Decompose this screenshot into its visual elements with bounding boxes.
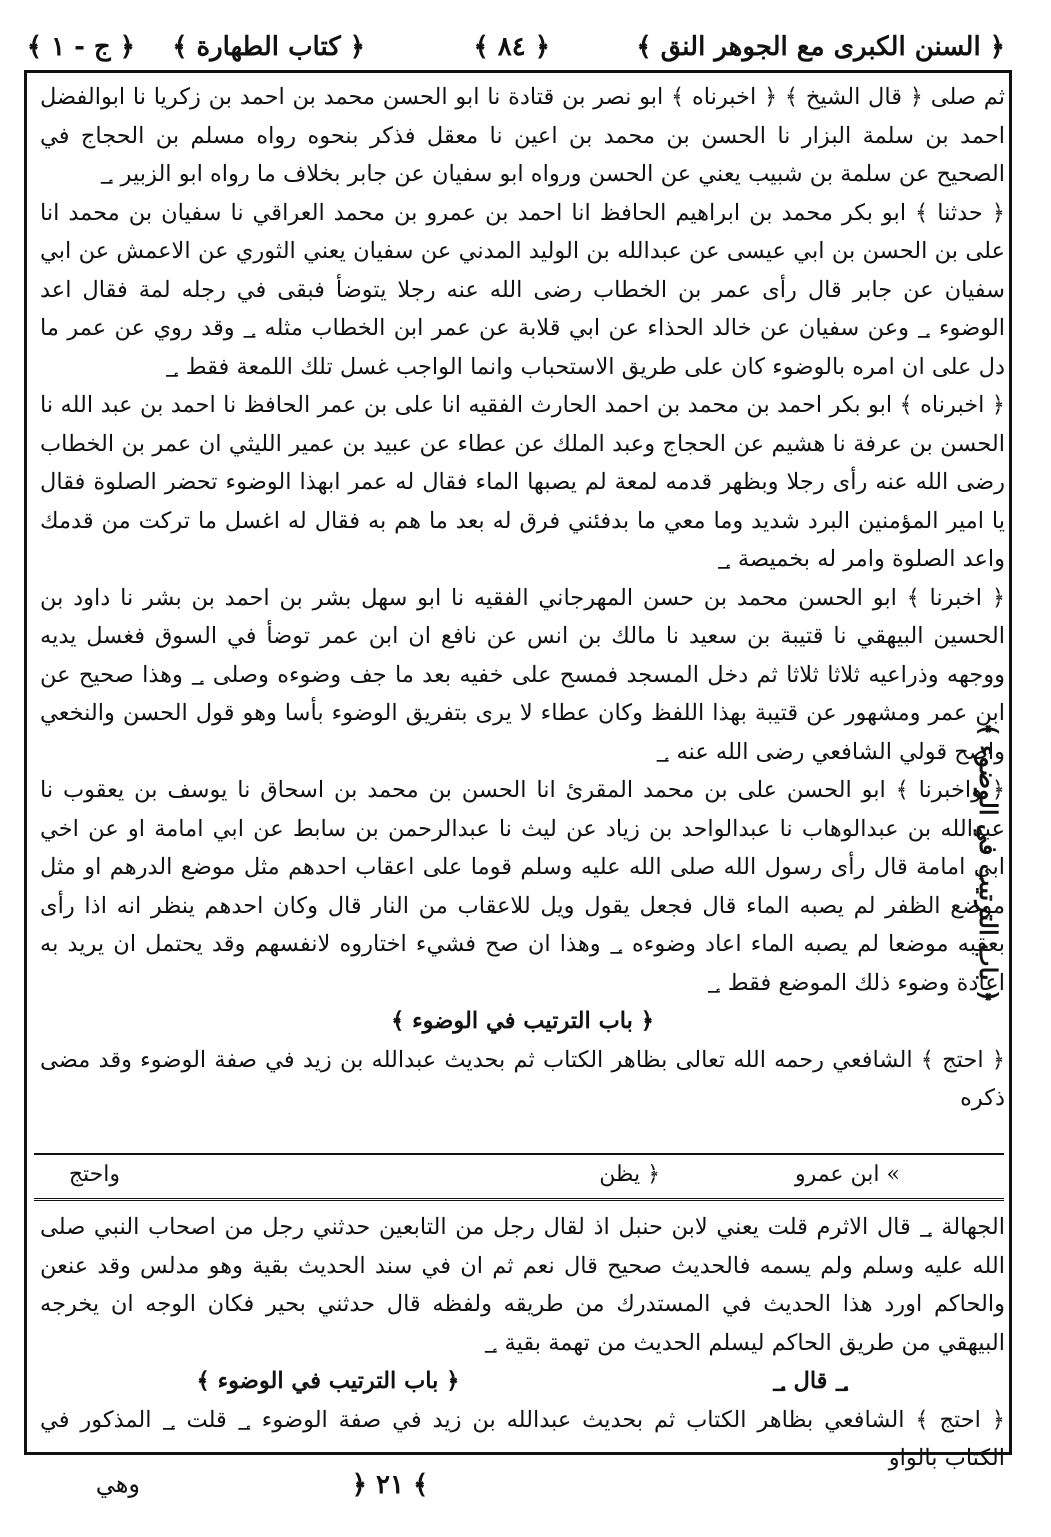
- main-text: [40, 78, 1005, 1143]
- divider: [34, 1153, 1004, 1155]
- catchword: وهي: [95, 1470, 140, 1498]
- divider-double: [34, 1198, 1004, 1201]
- book-title: ﴿ السنن الكبرى مع الجوهر النق ﴾: [636, 32, 1005, 62]
- running-header: [26, 28, 1005, 68]
- note: ﴿ يظن: [599, 1162, 660, 1187]
- commentary-last-line: ﴿ احتج ﴾ الشافعي بظاهر الكتاب ثم بحديث عبدالله بن زيد في صفة الوضوء ؀ قلت ؀ المذكور في الكتاب بالواو: [40, 1406, 1005, 1471]
- closing-line: ﴿ احتج ﴾ الشافعي رحمه الله تعالى بظاهر الكتاب ثم بحديث عبدالله بن زيد في صفة الوضوء وقد مضى ذكره: [40, 1046, 1005, 1111]
- footer-page-number: ﴿ ٢١ ﴾: [351, 1470, 429, 1500]
- paragraph: ﴿ اخبرنا ﴾ ابو الحسن محمد بن حسن المهرجاني الفقيه نا ابو سهل بشر بن احمد بن بشر نا داود بن الحسين البيهقي نا قتيبة بن سعيد نا مالك بن انس عن نافع ان ابن عمر توضأ في السوق فغسل يديه ووجهه وذراعيه ثلاثا ثلاثا ثم دخل المسجد فمسح على خفيه بعد ما جف وضوءه وصلى ؀ وهذا صحيح عن ابن عمر ومشهور عن قتيبة بهذا اللفظ وكان عطاء لا يرى بتفريق الوضوء بأسا وهو قول الحسن والنخعي واصح قولي الشافعي رضى الله عنه ؀: [40, 584, 1005, 765]
- volume-number: ﴿ ج - ١ ﴾: [26, 32, 135, 62]
- paragraph: ثم صلى ﴿ قال الشيخ ﴾ ﴿ اخبرناه ﴾ ابو نصر بن قتادة نا ابو الحسن محمد بن احمد بن زكريا نا ابوالفضل احمد بن سلمة البزار نا الحسن بن محمد بن اعين نا معقل فذكر بنحوه رواه مسلم بن الحجاج في الصحيح عن سلمة بن شبيب يعني عن الحسن ورواه ابو سفيان عن جابر بخلاف ما رواه ابو الزبير ؀: [40, 84, 1005, 187]
- paragraph: ﴿ واخبرنا ﴾ ابو الحسن على بن محمد المقرئ انا الحسن بن محمد بن اسحاق نا يوسف بن يعقوب نا عبدالله بن عبدالوهاب نا عبدالواحد بن زياد عن ليث نا عبدالرحمن بن سابط عن ابي امامة او عن اخي ابي امامة قال رأى رسول الله صلى الله عليه وسلم قوما على اعقاب احدهم مثل موضع الدرهم او مثل موضع الظفر لم يصبه الماء قال فجعل يقول ويل للاعقاب من النار قال وكان احدهم ينظر انه اذا رأى بعقبه موضعا لم يصبه الماء اعاد وضوءه ؀ وهذا ان صح فشيء اختاروه لانفسهم وقد يحتمل ان يريد به اعادة وضوء ذلك الموضع فقط ؀: [40, 777, 1005, 996]
- note: واحتج: [68, 1162, 120, 1187]
- paragraph: ﴿ حدثنا ﴾ ابو بكر محمد بن ابراهيم الحافظ انا احمد بن عمرو بن محمد العراقي نا سفيان بن محمد انا على بن الحسن بن ابي عيسى عن عبدالله بن الوليد المدني عن سفيان يعني الثوري عن الاعمش عن ابي سفيان عن جابر قال رأى عمر بن الخطاب رضى الله عنه رجلا يتوضأ فبقى في رجله لمة فقال اعد الوضوء ؀ وعن سفيان عن خالد الحذاء عن ابي قلابة عن عمر ابن الخطاب مثله ؀ وقد روي عن عمر ما دل على ان امره بالوضوء كان على طريق الاستحباب وانما الواجب غسل تلك اللمعة فقط ؀: [40, 199, 1005, 380]
- variant-notes: [40, 1160, 1005, 1190]
- commentary-heading: ﴿ باب الترتيب في الوضوء ﴾: [196, 1368, 460, 1394]
- side-label: ﴿ باب الترتيب في الوضوء ﴾: [974, 722, 1003, 1003]
- page-number: ﴿ ٨٤ ﴾: [473, 32, 550, 62]
- paragraph: ﴿ اخبرناه ﴾ ابو بكر احمد بن محمد بن احمد الحارث الفقيه انا على بن عمر الحافظ نا احمد بن عبد الله نا الحسن بن عرفة نا هشيم عن الحجاج وعبد الملك عن عطاء عن عبيد بن عمير الليثي ان عمر بن الخطاب رضى الله عنه رأى رجلا وبظهر قدمه لمعة لم يصبها الماء فقال له عمر ابهذا الوضوء تحضر الصلوة فقال يا امير المؤمنين البرد شديد وما معي ما بدفئني فرق له بعد ما هم به فقال له اغسل ما تركت من قدمك واعد الصلوة وامر له بخميصة ؀: [40, 392, 1005, 572]
- commentary-heading-row: [40, 1362, 1005, 1401]
- chapter-heading: ﴿ باب الترتيب في الوضوء ﴾: [391, 1008, 654, 1034]
- commentary-paragraph: الجهالة ؀ قال الاثرم قلت يعني لابن حنبل اذ لقال رجل من التابعين حدثني رجل من اصحاب النبي صلى الله عليه وسلم ولم يسمه فالحديث صحيح قال نعم ثم ان في سند الحديث بقية وهو مدلس وقد عنعن والحاكم اورد هذا الحديث في المستدرك من طريقه ولفظه قال حدثني بحير فكان الوجه ان يخرجه البيهقي من طريق الحاكم ليسلم الحديث من تهمة بقية ؀: [40, 1214, 1005, 1356]
- note: » ابن عمرو: [794, 1162, 900, 1187]
- commentary-text: [40, 1208, 1005, 1471]
- chapter-title: ﴿ كتاب الطهارة ﴾: [172, 32, 365, 62]
- commentary-qal: ؀ قال ؀: [772, 1368, 849, 1394]
